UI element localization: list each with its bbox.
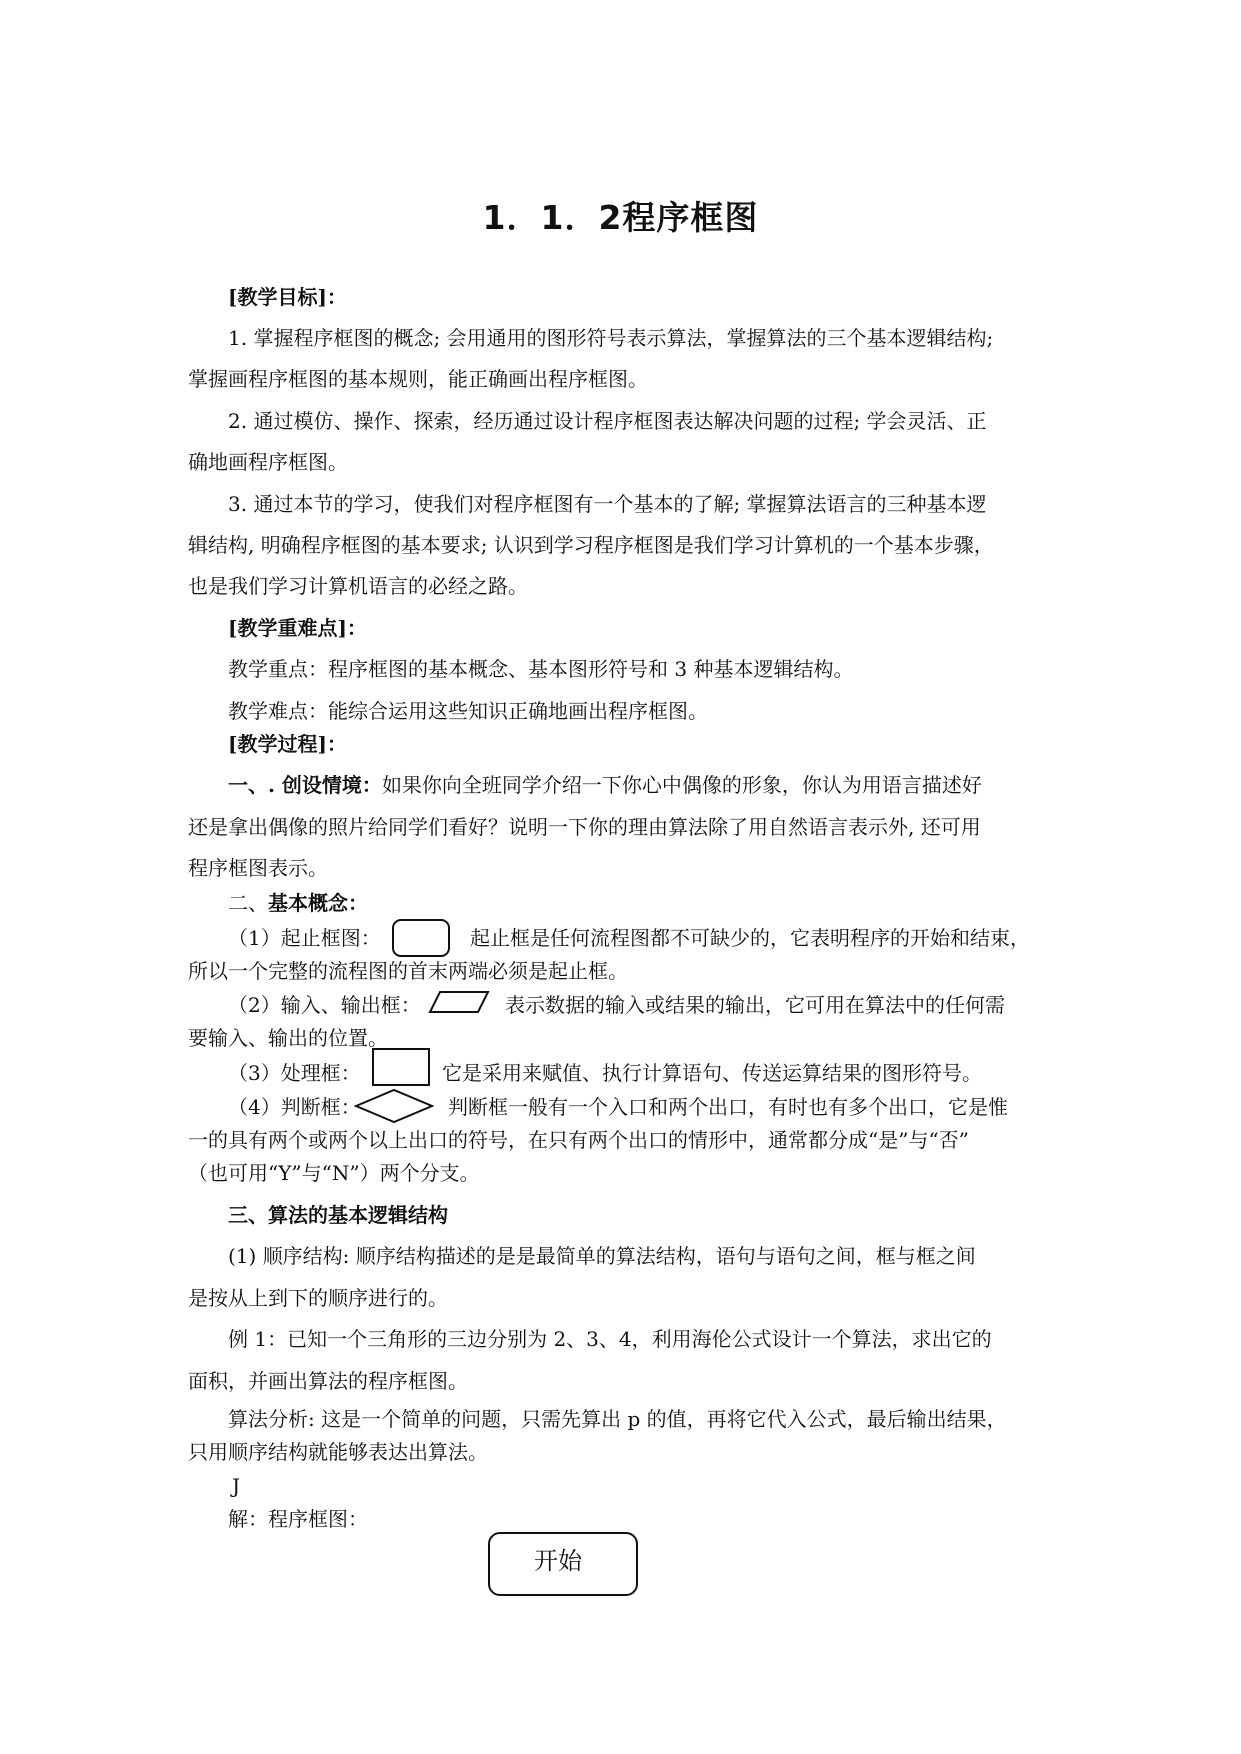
objective-2-line-2: 确地画程序框图。 [188,450,348,474]
page-title: 1．1．2程序框图 [482,198,759,237]
concept-4-desc-cont-2: （也可用“Y”与“N”）两个分支。 [188,1161,480,1185]
example-line-2: 面积，并画出算法的程序框图。 [188,1369,468,1393]
section-1-line-3: 程序框图表示。 [188,856,328,880]
section-2-heading [228,890,368,916]
process-heading: [教学过程]： [228,732,347,756]
section-1-label: 一、. 创设情境： [228,773,382,797]
concept-4-desc: 判断框一般有一个入口和两个出口，有时也有多个出口，它是惟 [448,1095,1008,1119]
sequence-line-1: (1) 顺序结构: 顺序结构描述的是是最简单的算法结构，语句与语句之间，框与框之间 [228,1244,976,1268]
section-1-line-1 [228,772,982,798]
concept-2-desc: 表示数据的输入或结果的输出，它可用在算法中的任何需 [505,993,1005,1017]
solution-label: 解：程序框图： [228,1507,368,1531]
key-points-heading: [教学重难点]： [228,616,367,640]
sequence-line-2: 是按从上到下的顺序进行的。 [188,1286,448,1310]
concept-3-desc: 它是采用来赋值、执行计算语句、传送运算结果的图形符号。 [442,1061,982,1085]
concept-1-desc-cont: 所以一个完整的流程图的首末两端必须是起止框。 [188,959,628,983]
concept-3-label: （3）处理框： [228,1061,361,1085]
section-2-prefix: 二、 [228,891,268,915]
decision-diamond-symbol [354,1088,434,1124]
terminator-symbol [392,919,450,957]
objective-1-line-2: 掌握画程序框图的基本规则，能正确画出程序框图。 [188,367,648,391]
section-1-text: 如果你向全班同学介绍一下你心中偶像的形象，你认为用语言描述好 [381,773,982,797]
io-parallelogram-symbol [428,990,490,1014]
concept-2-label: （2）输入、输出框： [228,993,421,1017]
analysis-line-2: 只用顺序结构就能够表达出算法。 [188,1440,488,1464]
objective-3-line-2: 辑结构, 明确程序框图的基本要求; 认识到学习程序框图是我们学习计算机的一个基本步骤， [188,533,994,557]
objectives-heading: [教学目标]： [228,285,347,309]
objective-1-line-1: 1. 掌握程序框图的概念; 会用通用的图形符号表示算法，掌握算法的三个基本逻辑结构; [228,326,994,350]
objective-2-line-1: 2. 通过模仿、操作、探索，经历通过设计程序框图表达解决问题的过程; 学会灵活、正 [228,409,987,433]
concept-4-label: （4）判断框： [228,1095,361,1119]
concept-2-desc-cont: 要输入、输出的位置。 [188,1026,388,1050]
section-2-label: 基本概念： [268,891,368,915]
concept-1-label: （1）起止框图： [228,926,381,950]
section-3-heading: 三、算法的基本逻辑结构 [228,1203,448,1227]
concept-4-desc-cont: 一的具有两个或两个以上出口的符号，在只有两个出口的情形中，通常都分成“是”与“否” [188,1128,969,1152]
concept-1-desc: 起止框是任何流程图都不可缺少的，它表明程序的开始和结束， [470,926,1030,950]
objective-3-line-3: 也是我们学习计算机语言的必经之路。 [188,574,528,598]
stray-mark: J [232,1474,241,1498]
analysis-line-1: 算法分析: 这是一个简单的问题，只需先算出 p 的值，再将它代入公式，最后输出结果， [228,1407,1007,1431]
difficult-point-text: 教学难点：能综合运用这些知识正确地画出程序框图。 [228,699,708,723]
objective-3-line-1: 3. 通过本节的学习，使我们对程序框图有一个基本的了解; 掌握算法语言的三种基本逻 [228,492,987,516]
section-1-line-2: 还是拿出偶像的照片给同学们看好？说明一下你的理由算法除了用自然语言表示外, 还可用 [188,815,981,839]
flowchart-start-label: 开始 [534,1547,582,1575]
key-point-text: 教学重点：程序框图的基本概念、基本图形符号和 3 种基本逻辑结构。 [228,657,854,681]
process-rectangle-symbol [372,1048,430,1086]
example-line-1: 例 1：已知一个三角形的三边分别为 2、3、4，利用海伦公式设计一个算法，求出它的 [228,1327,992,1351]
